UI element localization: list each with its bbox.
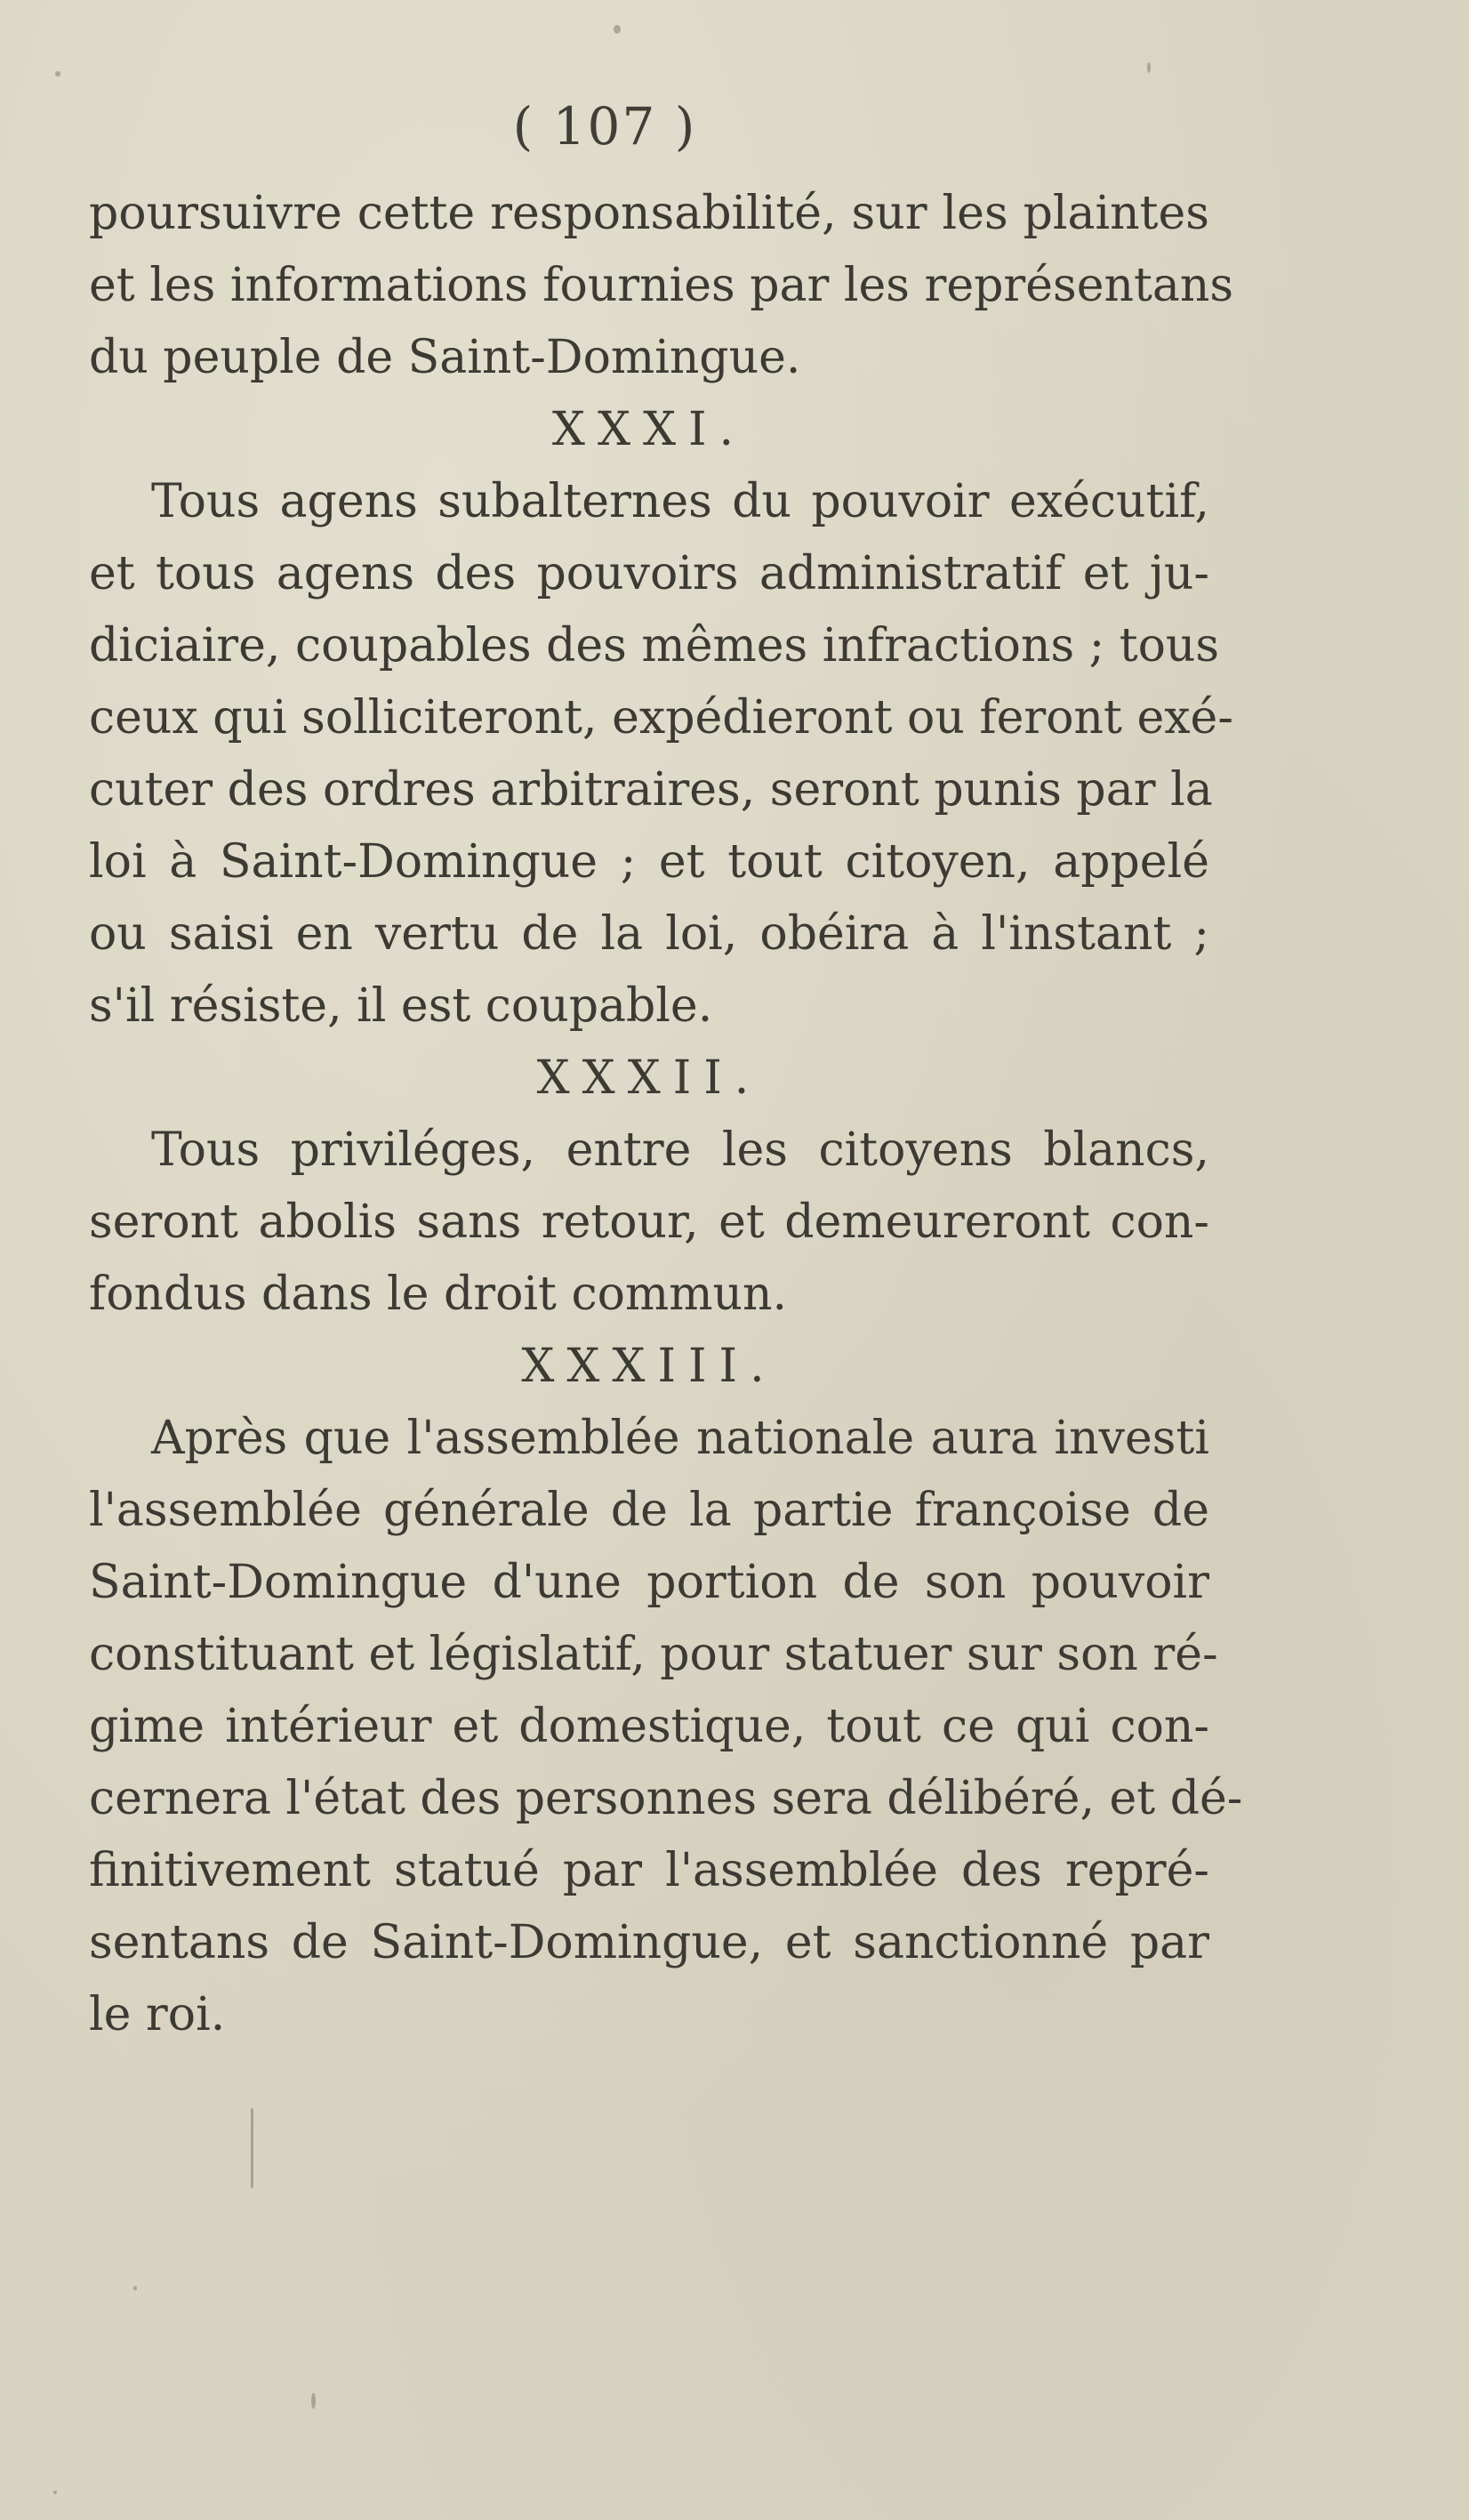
text-line: gime intérieur et domestique, tout ce qui con- [89, 1700, 1209, 1753]
text-line: le roi. [89, 1988, 226, 2041]
text-line: du peuple de Saint-Domingue. [89, 331, 801, 384]
text-line: poursuivre cette responsabilité, sur les plaintes [89, 187, 1209, 240]
text-line: cuter des ordres arbitraires, seront punis par la [89, 763, 1213, 817]
text-line: Saint-Domingue d'une portion de son pouvoir [89, 1556, 1209, 1609]
text-line: ceux qui solliciteront, expédieront ou feront exé- [89, 691, 1233, 745]
text-line: ou saisi en vertu de la loi, obéira à l'instant ; [89, 907, 1209, 961]
article-heading: XXXII. [536, 1051, 762, 1105]
text-line: et les informations fournies par les représentans [89, 259, 1234, 312]
text-line: seront abolis sans retour, et demeureront con- [89, 1196, 1209, 1249]
text-line: Tous agens subalternes du pouvoir exécutif, [151, 475, 1209, 528]
page-number: ( 107 ) [512, 96, 697, 157]
article-heading: XXXIII. [521, 1340, 777, 1393]
text-line: cernera l'état des personnes sera délibéré, et dé- [89, 1772, 1243, 1825]
article-text [89, 178, 1243, 2051]
text-line: Après que l'assemblée nationale aura investi [151, 1412, 1209, 1465]
text-line: l'assemblée générale de la partie françoise de [89, 1484, 1209, 1537]
text-line: finitivement statué par l'assemblée des repré- [89, 1844, 1209, 1897]
text-line: loi à Saint-Domingue ; et tout citoyen, appelé [89, 835, 1209, 889]
text-line: Tous priviléges, entre les citoyens blancs, [151, 1123, 1209, 1177]
article-heading: XXXI. [551, 403, 747, 456]
text-line: constituant et législatif, pour statuer sur son ré- [89, 1628, 1218, 1681]
text-line: s'il résiste, il est coupable. [89, 979, 713, 1033]
text-line: fondus dans le droit commun. [89, 1268, 788, 1321]
text-line: et tous agens des pouvoirs administratif et ju- [89, 547, 1209, 600]
text-line: sentans de Saint-Domingue, et sanctionné par [89, 1916, 1209, 1969]
text-line: diciaire, coupables des mêmes infractions ; tous [89, 619, 1220, 672]
